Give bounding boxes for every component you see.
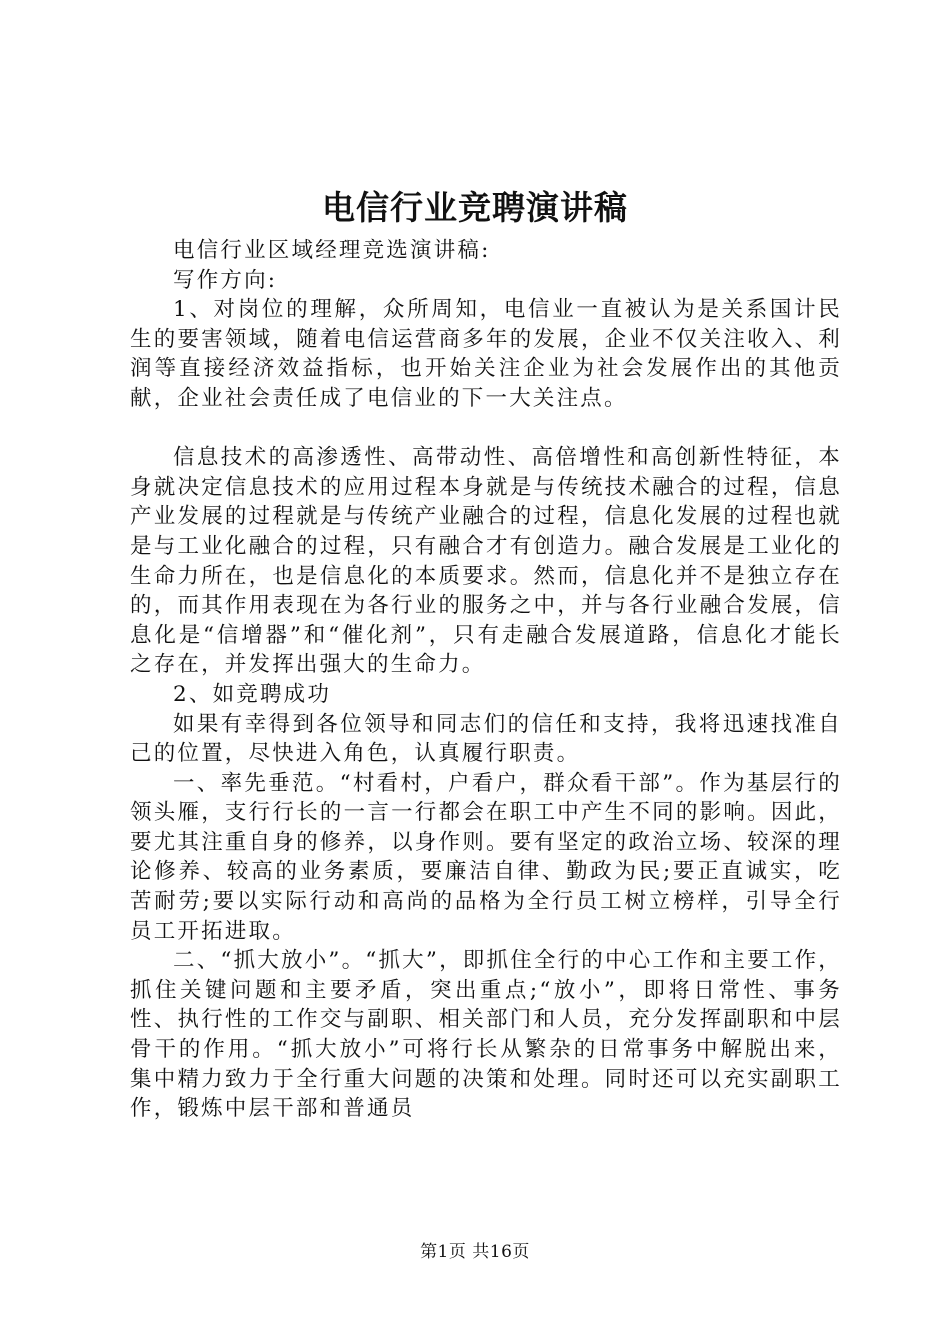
document-title: 电信行业竞聘演讲稿	[322, 188, 628, 227]
paragraph-grasp-big-release-small: 二、“抓大放小”。“抓大”，即抓住全行的中心工作和主要工作，抓住关键问题和主要矛盾，突出重点;“放小”，即将日常性、事务性、执行性的工作交与副职、相关部门和人员，充分发挥副职和中层骨干的作用。“抓大放小”可将行长从繁杂的日常事务中解脱出来，集中精力致力于全行重大问题的决策和处理。同时还可以充实副职工作，锻炼中层干部和普通员	[130, 948, 842, 1122]
paragraph-if-successful: 如果有幸得到各位领导和同志们的信任和支持，我将迅速找准自己的位置，尽快进入角色，认真履行职责。	[130, 711, 842, 767]
paragraph-position-understanding: 1、对岗位的理解，众所周知，电信业一直被认为是关系国计民生的要害领域，随着电信运营商多年的发展，企业不仅关注收入、利润等直接经济效益指标，也开始关注企业为社会发展作出的其他贡献，企业社会责任成了电信业的下一大关注点。	[130, 297, 842, 411]
page-number-footer: 第1页 共16页	[420, 1242, 530, 1262]
paragraph-information-technology: 信息技术的高渗透性、高带动性、高倍增性和高创新性特征，本身就决定信息技术的应用过程本身就是与传统技术融合的过程，信息产业发展的过程就是与传统产业融合的过程，信息化发展的过程也就是与工业化融合的过程，只有融合才有创造力。融合发展是工业化的生命力所在，也是信息化的本质要求。然而，信息化并不是独立存在的，而其作用表现在为各行业的服务之中，并与各行业融合发展，信息化是“信增器”和“催化剂”，只有走融合发展道路，信息化才能长之存在，并发挥出强大的生命力。	[130, 445, 842, 678]
paragraph-lead-by-example: 一、率先垂范。“村看村，户看户，群众看干部”。作为基层行的领头雁，支行行长的一言一行都会在职工中产生不同的影响。因此，要尤其注重自身的修养，以身作则。要有坚定的政治立场、较深的理论修养、较高的业务素质，要廉洁自律、勤政为民;要正直诚实，吃苦耐劳;要以实际行动和高尚的品格为全行员工树立榜样，引导全行员工开拓进取。	[130, 770, 842, 944]
paragraph-subtitle: 电信行业区域经理竞选演讲稿:	[173, 238, 491, 263]
document-body	[130, 236, 842, 1124]
paragraph-if-successful-heading: 2、如竞聘成功	[173, 681, 332, 707]
paragraph-writing-direction: 写作方向:	[173, 267, 278, 293]
